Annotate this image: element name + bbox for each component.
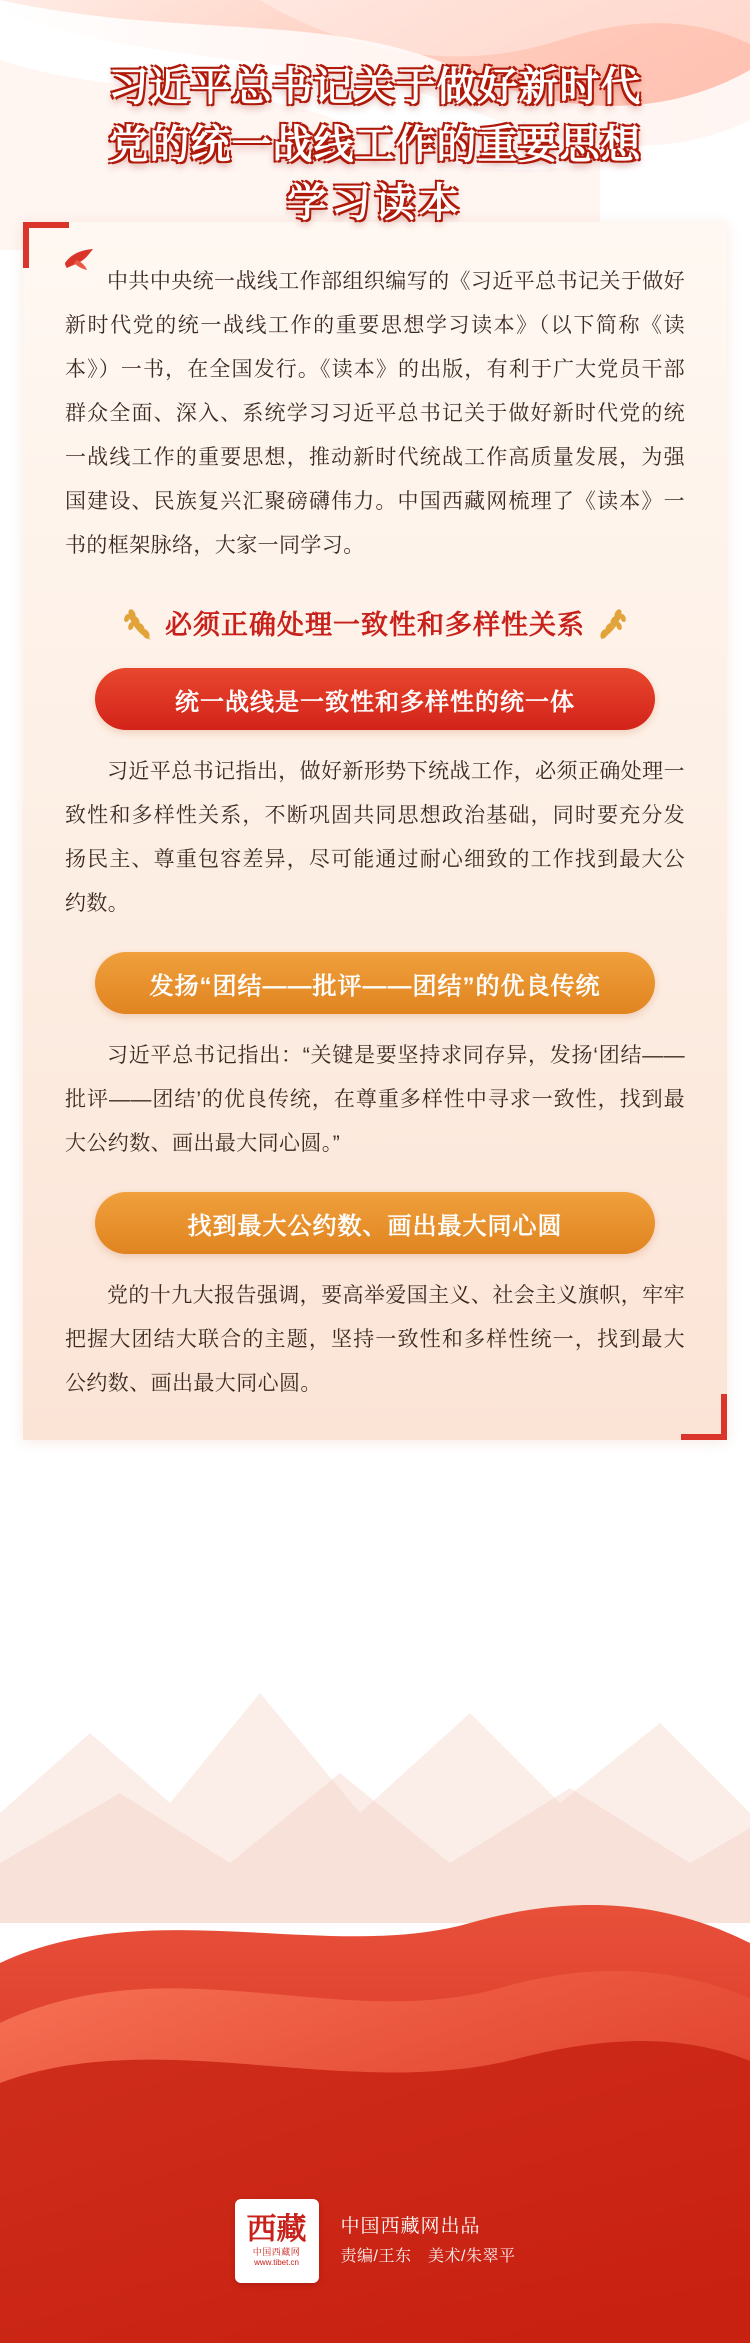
title-line-1: 习近平总书记关于做好新时代 bbox=[108, 65, 642, 109]
logo-site-url: www.tibet.cn bbox=[254, 2258, 299, 2267]
logo-mark: 西藏 bbox=[246, 2213, 307, 2246]
footer-staff: 责编/王东 美术/朱翠平 bbox=[340, 2248, 516, 2265]
section-body-1: 习近平总书记指出，做好新形势下统战工作，必须正确处理一致性和多样性关系，不断巩固共同思想政治基础，同时要充分发扬民主、尊重包容差异，尽可能通过耐心细致的工作找到最大公约数。 bbox=[65, 760, 685, 915]
wheat-ear-right-icon bbox=[595, 602, 629, 642]
title-line-2: 党的统一战线工作的重要思想 bbox=[108, 123, 642, 167]
dove-icon bbox=[63, 246, 97, 274]
page-title bbox=[0, 58, 750, 232]
section-body-2: 习近平总书记指出：“关键是要坚持求同存异，发扬‘团结——批评——团结’的优良传统，在尊重多样性中寻求一致性，找到最大公约数、画出最大同心圆。” bbox=[65, 1044, 685, 1155]
title-line-3: 学习读本 bbox=[287, 181, 463, 225]
footer-producer: 中国西藏网出品 bbox=[340, 2216, 481, 2237]
card-corner-bottom-right-vertical bbox=[721, 1394, 727, 1440]
wheat-ear-left-icon bbox=[121, 602, 155, 642]
intro-paragraph: 中共中央统一战线工作部组织编写的《习近平总书记关于做好新时代党的统一战线工作的重要思想学习读本》（以下简称《读本》）一书，在全国发行。《读本》的出版，有利于广大党员干部群众全面、深入、系统学习习近平总书记关于做好新时代党的统一战线工作的重要思想，推动新时代统战工作高质量发展，为强国建设、民族复兴汇聚磅礴伟力。中国西藏网梳理了《读本》一书的框架脉络，大家一同学习。 bbox=[65, 270, 685, 557]
section-heading-3: 找到最大公约数、画出最大同心圆 bbox=[95, 1192, 655, 1254]
main-heading-text: 必须正确处理一致性和多样性关系 bbox=[165, 609, 585, 640]
main-heading bbox=[23, 602, 727, 642]
section-heading-1: 统一战线是一致性和多样性的统一体 bbox=[95, 668, 655, 730]
logo-site-name: 中国西藏网 bbox=[252, 2247, 301, 2257]
footer bbox=[0, 2199, 750, 2283]
section-body-3: 党的十九大报告强调，要高举爱国主义、社会主义旗帜，牢牢把握大团结大联合的主题，坚持一致性和多样性统一，找到最大公约数、画出最大同心圆。 bbox=[65, 1284, 685, 1395]
footer-credits bbox=[341, 2211, 516, 2271]
content-card bbox=[23, 222, 727, 1440]
section-heading-2: 发扬“团结——批评——团结”的优良传统 bbox=[95, 952, 655, 1014]
site-logo bbox=[235, 2199, 319, 2283]
